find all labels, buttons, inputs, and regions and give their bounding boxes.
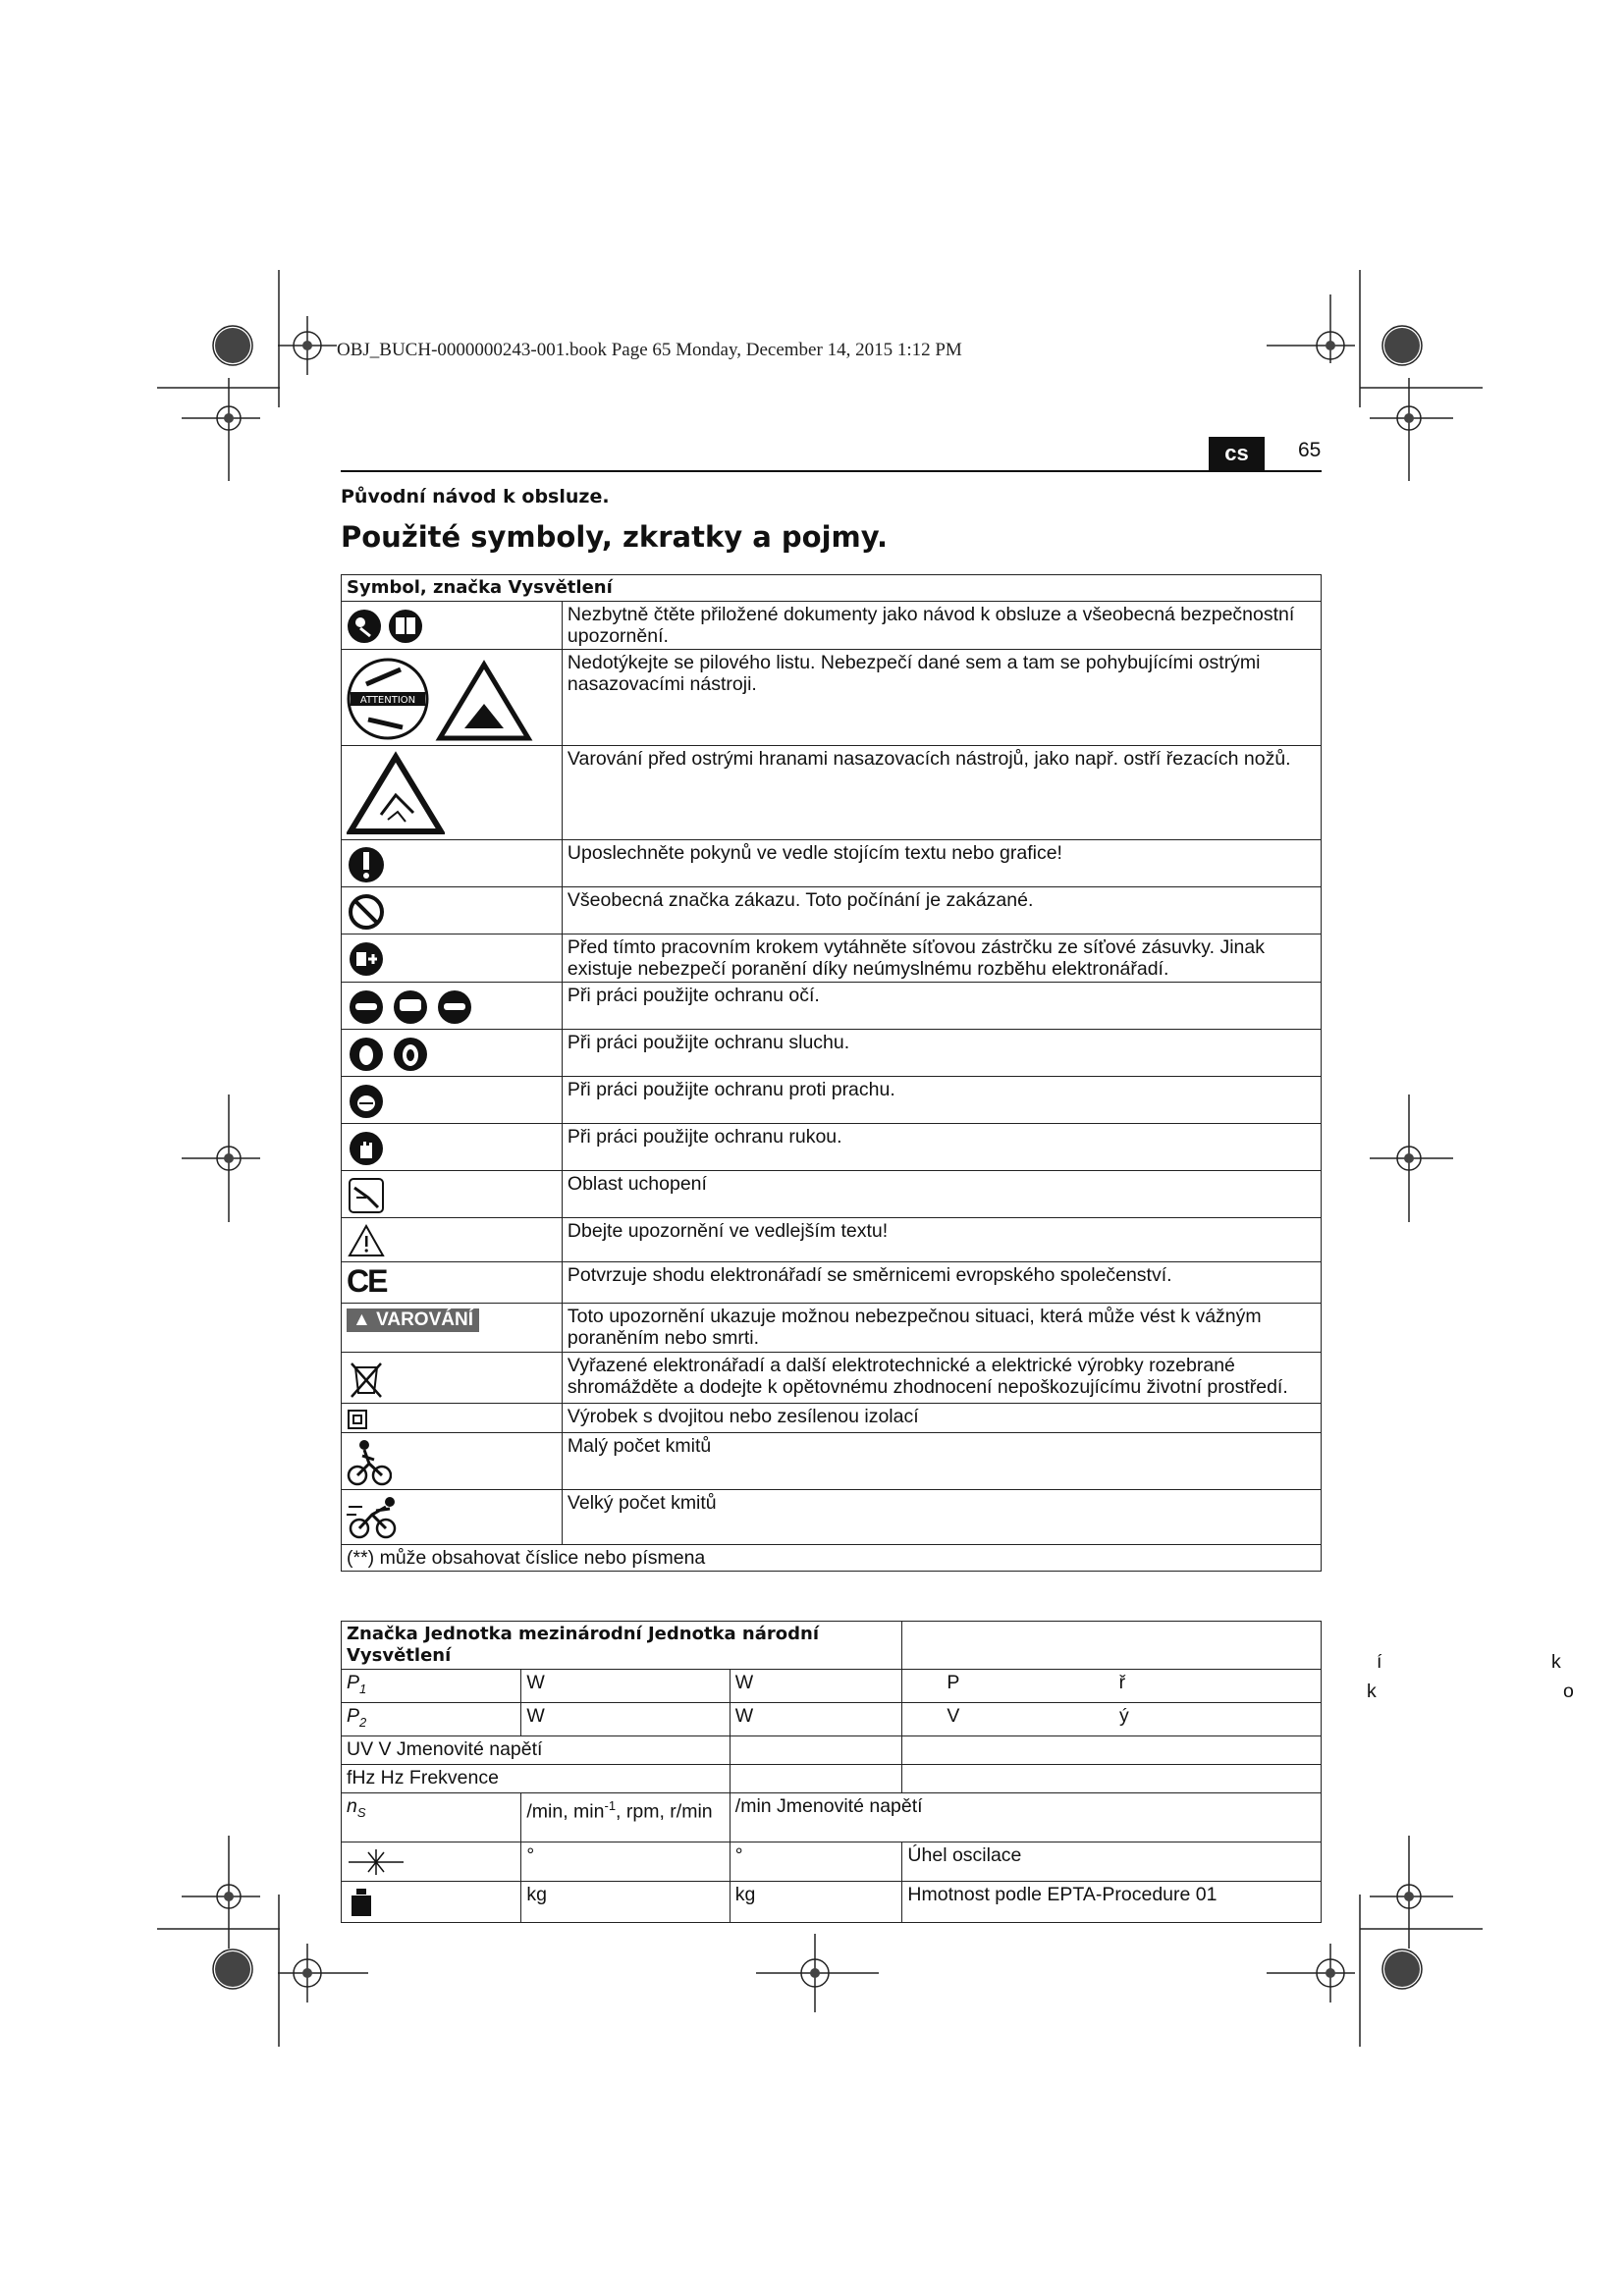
unit-intl: W	[521, 1670, 730, 1703]
svg-text:ATTENTION: ATTENTION	[359, 695, 416, 706]
header-rule	[341, 470, 1322, 472]
unit-intl: kg	[521, 1881, 730, 1922]
table-row-text: Všeobecná značka zákazu. Toto počínání je zakázané.	[562, 887, 1321, 934]
read-manual-icons	[342, 602, 563, 650]
unit-natl: W	[730, 1702, 902, 1735]
weight-icon	[342, 1881, 521, 1922]
table-row-text: Dbejte upozornění ve vedlejším textu!	[562, 1218, 1321, 1262]
table-row-text: Varování před ostrými hranami nasazovacích nástrojů, jako např. ostří řezacích nožů.	[562, 746, 1321, 840]
oscillation-angle-icon	[342, 1842, 521, 1881]
unit-merged-row: /min Jmenovité napětí	[730, 1792, 1321, 1842]
double-insulation-icon	[342, 1404, 563, 1433]
unit-intl: /min, $\min^{-1}$, rpm, r/min	[521, 1792, 730, 1842]
table-row-text: Malý počet kmitů	[562, 1433, 1321, 1490]
symbols-table-header: Symbol, značka Vysvětlení	[342, 575, 1322, 602]
unit-merged-row: fHz Hz Frekvence	[342, 1764, 731, 1792]
unit-natl: W	[730, 1670, 902, 1703]
units-header-empty	[902, 1622, 1322, 1670]
high-vibration-icon	[342, 1490, 563, 1545]
unit-explanation: Úhel oscilace	[902, 1842, 1322, 1881]
unit-natl	[730, 1735, 902, 1764]
table-row-text: Při práci použijte ochranu rukou.	[562, 1124, 1321, 1171]
low-vibration-icon	[342, 1433, 563, 1490]
unplug-icon	[342, 934, 563, 983]
varovani-label: VAROVÁNÍ	[376, 1309, 473, 1330]
overflow-char: k	[1367, 1681, 1377, 1702]
ce-mark-icon	[342, 1262, 563, 1304]
sharp-edges-warning-icon	[342, 746, 563, 840]
unit-natl: kg	[730, 1881, 902, 1922]
unit-intl: W	[521, 1702, 730, 1735]
unit-natl: °	[730, 1842, 902, 1881]
gloves-icon	[342, 1124, 563, 1171]
symbols-footnote: (**) může obsahovat číslice nebo písmena	[342, 1545, 1322, 1572]
unit-symbol: $P_2$	[342, 1702, 521, 1735]
table-row-text: Uposlechněte pokynů ve vedle stojícím textu nebo grafice!	[562, 840, 1321, 887]
unit-symbol: $P_1$	[342, 1670, 521, 1703]
table-row-text: Toto upozornění ukazuje možnou nebezpečnou situaci, která může vést k vážným poraněním nebo smrti.	[562, 1304, 1321, 1353]
overflow-char: o	[1563, 1681, 1574, 1702]
unit-explanation	[902, 1764, 1322, 1792]
table-row-text: Před tímto pracovním krokem vytáhněte síťovou zástrčku ze síťové zásuvky. Jinak existuje nebezpečí poranění díky neúmyslnému rozběhu elektronářadí.	[562, 934, 1321, 983]
table-row-text: Při práci použijte ochranu proti prachu.	[562, 1077, 1321, 1124]
table-row-text: Potvrzuje shodu elektronářadí se směrnicemi evropského společenství.	[562, 1262, 1321, 1304]
table-row-text: Nedotýkejte se pilového listu. Nebezpečí dané sem a tam se pohybujícími ostrými nasazovacími nástroji.	[562, 650, 1321, 746]
unit-natl	[730, 1764, 902, 1792]
eye-protection-icons	[342, 983, 563, 1030]
table-row-text: Nezbytně čtěte přiložené dokumenty jako návod k obsluze a všeobecná bezpečnostní upozornění.	[562, 602, 1321, 650]
unit-explanation: Hmotnost podle EPTA-Procedure 01	[902, 1881, 1322, 1922]
table-row-text: Vyřazené elektronářadí a další elektrotechnické a elektrické výrobky rozebrané shromážděte a dodejte k opětovnému zhodnocení nepoškozujícímu životní prostředí.	[562, 1353, 1321, 1404]
unit-explanation: P ř	[902, 1670, 1322, 1703]
unit-merged-row: UV V Jmenovité napětí	[342, 1735, 731, 1764]
table-row-text: Při práci použijte ochranu sluchu.	[562, 1030, 1321, 1077]
grip-area-icon	[342, 1171, 563, 1218]
language-badge: cs	[1209, 437, 1265, 470]
varovani-badge: ▲ VAROVÁNÍ	[342, 1304, 563, 1353]
table-row-text: Výrobek s dvojitou nebo zesílenou izolací	[562, 1404, 1321, 1433]
overflow-char: í	[1377, 1651, 1382, 1673]
units-table-header: Značka Jednotka mezinárodní Jednotka národní Vysvětlení	[342, 1622, 902, 1670]
symbols-table	[341, 574, 1322, 1572]
ce-mark-label: CE	[347, 1263, 387, 1299]
file-info: OBJ_BUCH-0000000243-001.book Page 65 Monday, December 14, 2015 1:12 PM	[337, 340, 962, 360]
page-title: Použité symboly, zkratky a pojmy.	[341, 520, 888, 554]
document-subtitle: Původní návod k obsluze.	[341, 486, 610, 507]
table-row-text: Velký počet kmitů	[562, 1490, 1321, 1545]
unit-explanation: V ý	[902, 1702, 1322, 1735]
units-table	[341, 1621, 1322, 1923]
attention-blade-icons	[342, 650, 563, 746]
exclamation-icon	[342, 840, 563, 887]
unit-explanation	[902, 1735, 1322, 1764]
page-number: 65	[1298, 439, 1322, 461]
table-row-text: Při práci použijte ochranu očí.	[562, 983, 1321, 1030]
weee-bin-icon	[342, 1353, 563, 1404]
overflow-char: k	[1551, 1651, 1561, 1673]
dust-mask-icon	[342, 1077, 563, 1124]
warning-triangle-icon	[342, 1218, 563, 1262]
unit-symbol: $n_S$	[342, 1792, 521, 1842]
unit-intl: °	[521, 1842, 730, 1881]
prohibition-icon	[342, 887, 563, 934]
ear-protection-icons	[342, 1030, 563, 1077]
table-row-text: Oblast uchopení	[562, 1171, 1321, 1218]
